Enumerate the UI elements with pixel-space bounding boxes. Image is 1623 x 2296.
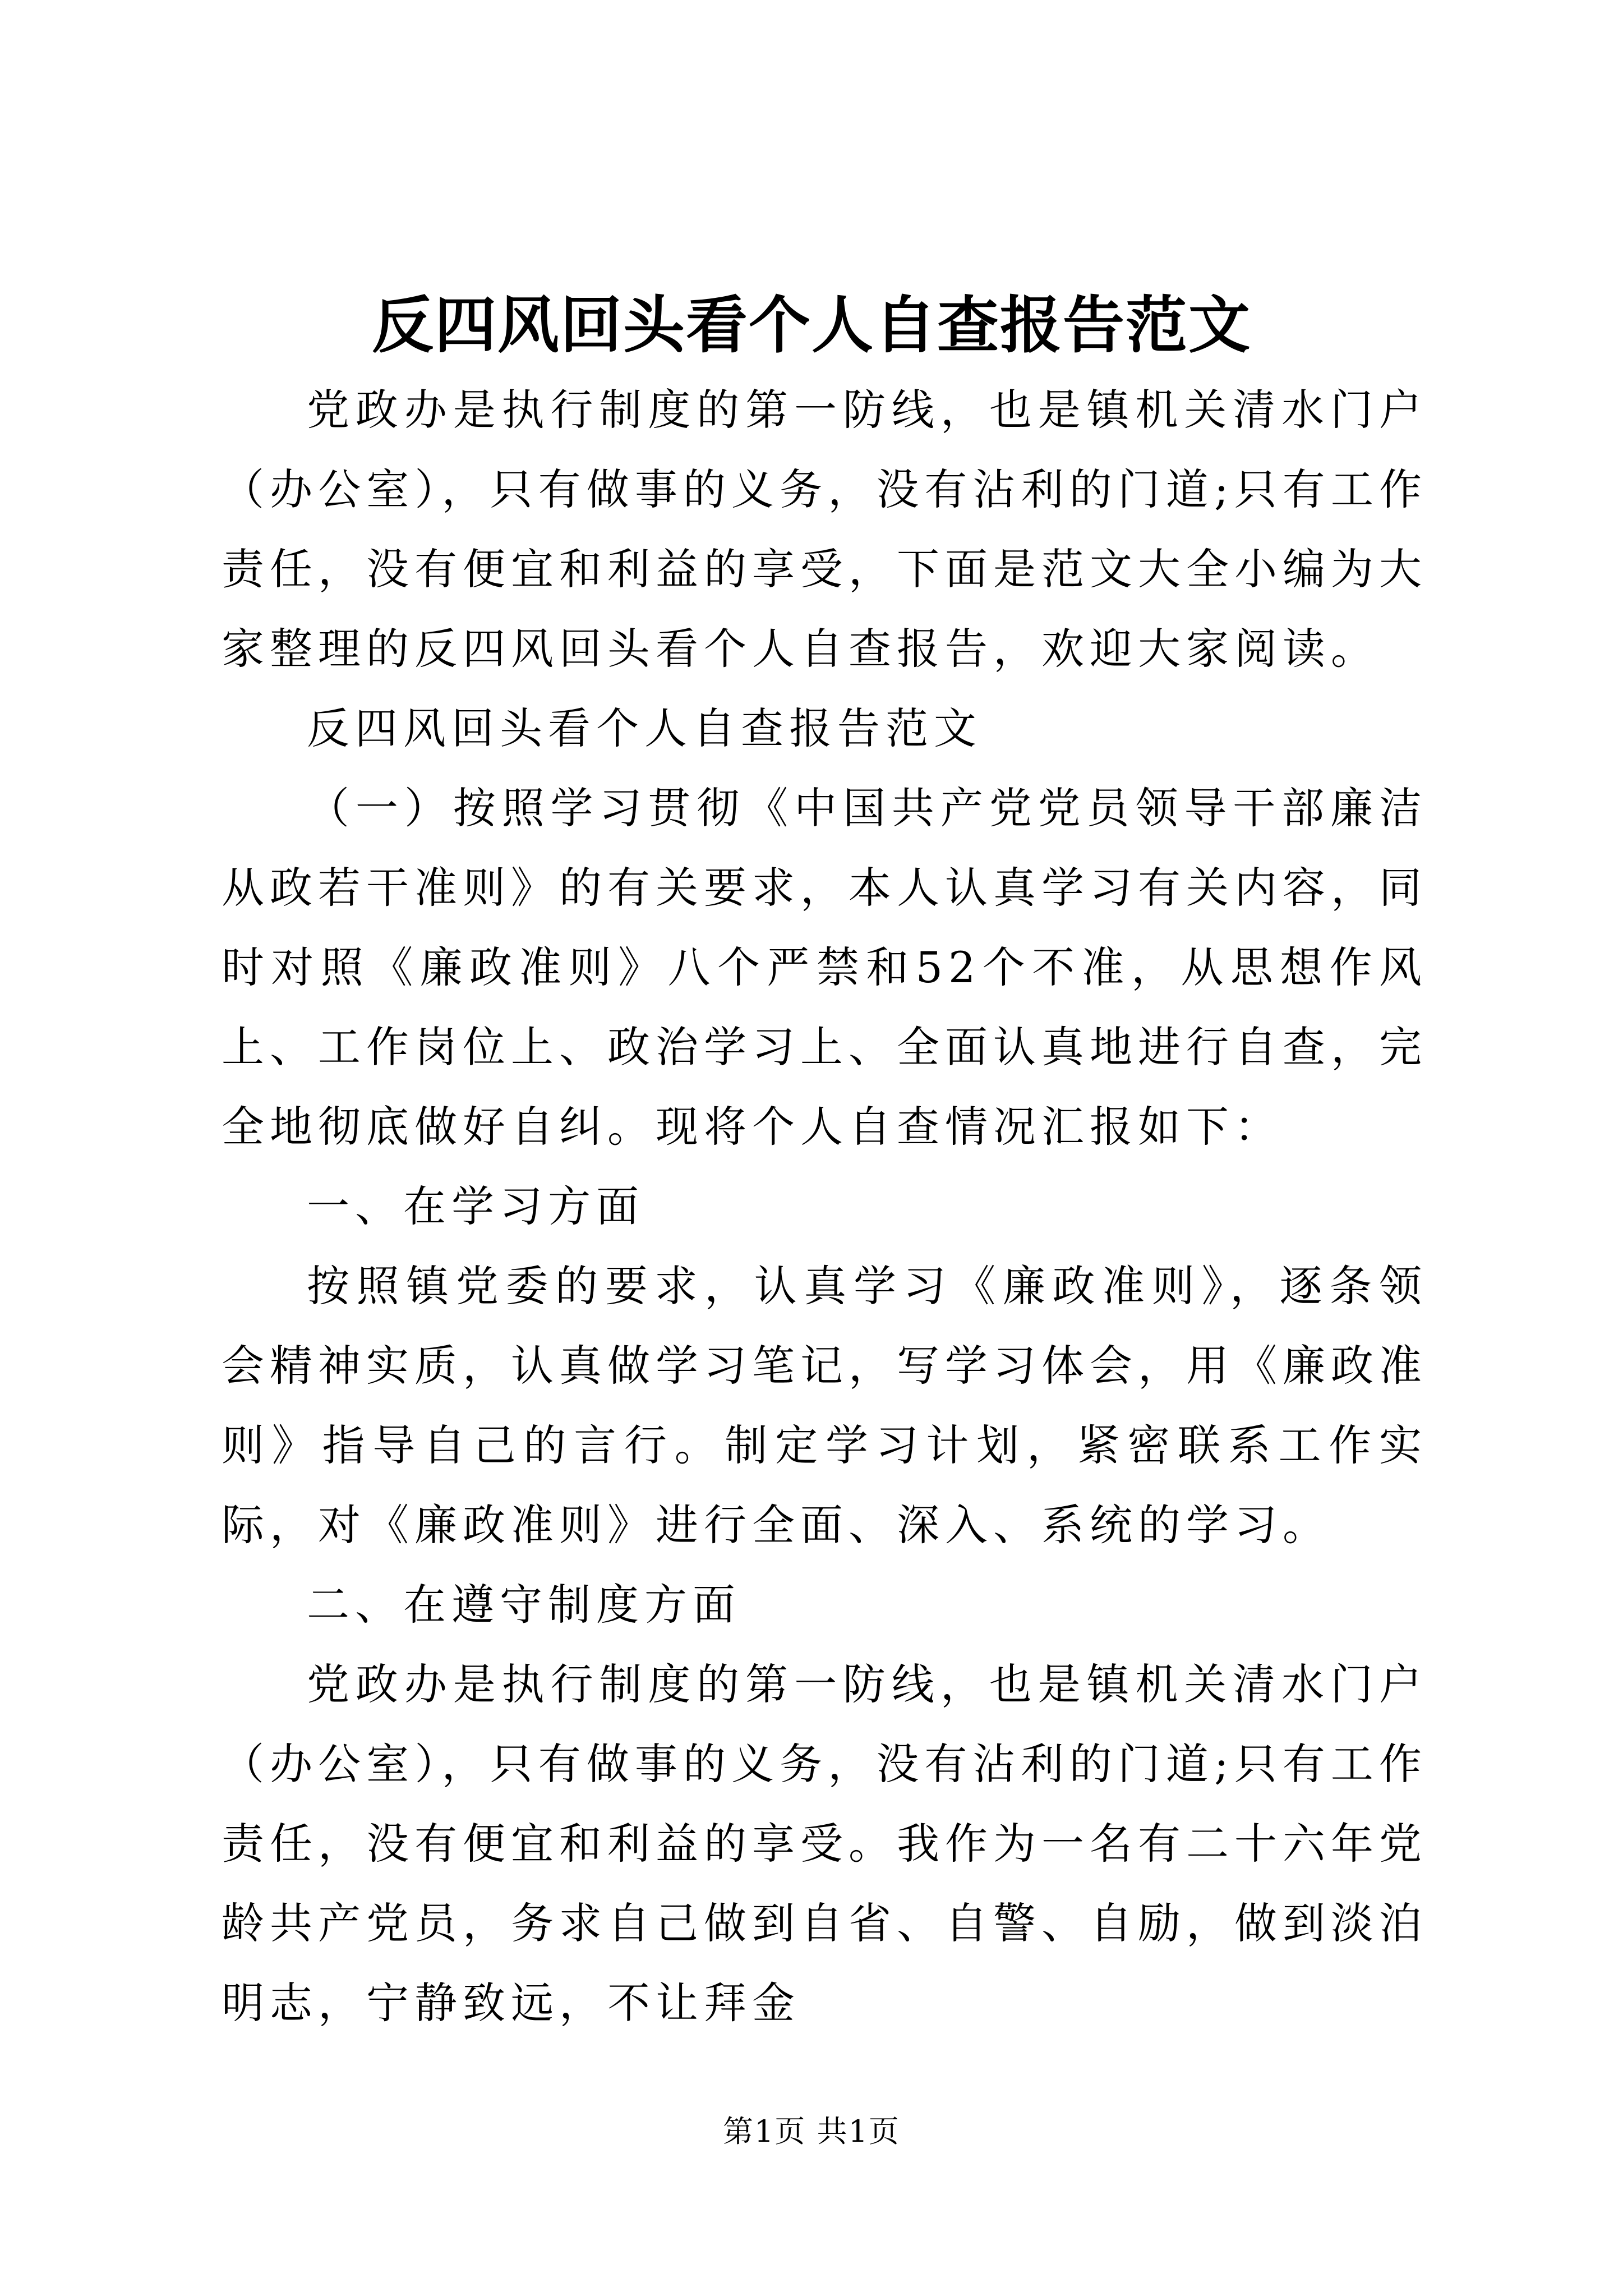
subtitle-paragraph: 反四风回头看个人自查报告范文: [307, 703, 982, 753]
section-heading-study: 一、在学习方面: [307, 1181, 644, 1231]
page-footer: 第1页 共1页: [723, 2114, 900, 2149]
document-body: [222, 370, 1427, 2043]
section-heading-rules: 二、在遵守制度方面: [307, 1580, 741, 1630]
intro-paragraph: 党政办是执行制度的第一防线，也是镇机关清水门户（办公室），只有做事的义务，没有沾利的门道;只有工作责任，没有便宜和利益的享受，下面是范文大全小编为大家整理的反四风回头看个人自查报告，欢迎大家阅读。: [222, 385, 1427, 674]
study-paragraph: 按照镇党委的要求，认真学习《廉政准则》，逐条领会精神实质，认真做学习笔记，写学习体会，用《廉政准则》指导自己的言行。制定学习计划，紧密联系工作实际，对《廉政准则》进行全面、深入、系统的学习。: [222, 1261, 1427, 1550]
document-title: 反四风回头看个人自查报告范文: [372, 289, 1251, 361]
rules-paragraph: 党政办是执行制度的第一防线，也是镇机关清水门户（办公室），只有做事的义务，没有沾利的门道;只有工作责任，没有便宜和利益的享受。我作为一名有二十六年党龄共产党员，务求自己做到自省、自警、自励，做到淡泊明志，宁静致远，不让拜金: [222, 1659, 1427, 2028]
section-intro-paragraph: （一）按照学习贯彻《中国共产党党员领导干部廉洁从政若干准则》的有关要求，本人认真学习有关内容，同时对照《廉政准则》八个严禁和52个不准，从思想作风上、工作岗位上、政治学习上、全面认真地进行自查，完全地彻底做好自纠。现将个人自查情况汇报如下：: [222, 783, 1427, 1152]
